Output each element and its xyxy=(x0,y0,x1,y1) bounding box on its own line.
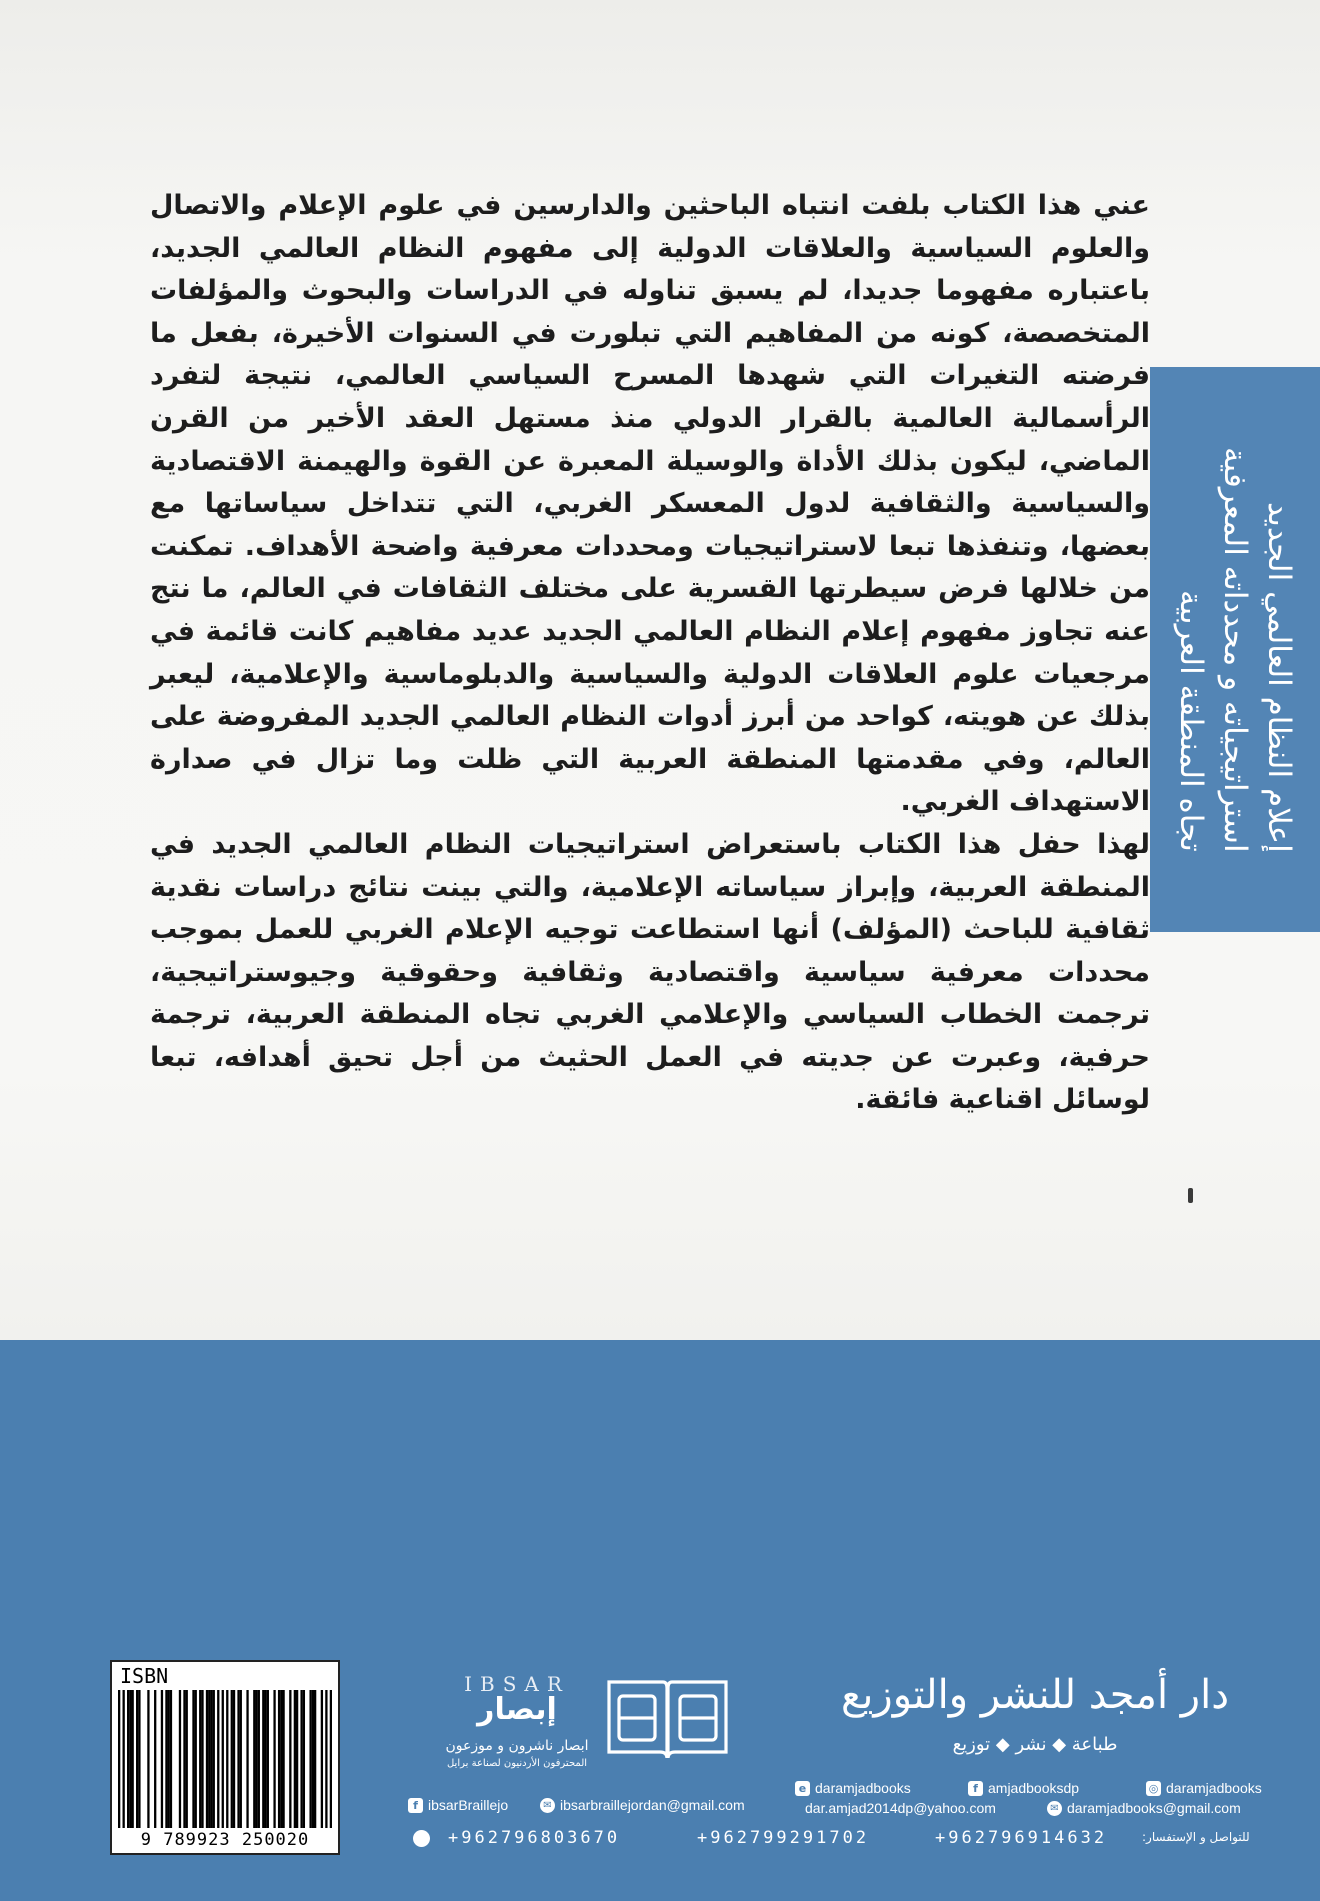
barcode-bar xyxy=(267,1690,269,1828)
barcode-bar xyxy=(129,1690,131,1828)
daramjad-facebook xyxy=(968,1780,1079,1796)
isbn-number: 9 789923 250020 xyxy=(140,1830,310,1850)
daramjad-instagram xyxy=(1146,1780,1262,1796)
publisher-tagline: طباعة ◆ نشر ◆ توزيع xyxy=(952,1734,1118,1755)
daramjad-email-gmail xyxy=(1047,1800,1241,1816)
barcode-bar xyxy=(206,1690,208,1828)
barcode-bar xyxy=(192,1690,194,1828)
ibsar-arabic-name: إبصار xyxy=(477,1692,557,1727)
daramjad-telegram xyxy=(795,1780,911,1796)
title-line-2: استراتيجياته و محدداته المعرفية xyxy=(1217,446,1253,853)
barcode-bar xyxy=(278,1690,280,1828)
barcode-bar xyxy=(325,1690,327,1828)
barcode-bar xyxy=(136,1690,138,1828)
barcode-bar xyxy=(296,1690,298,1828)
daramjad-phone-2: +962796914632 xyxy=(935,1828,1108,1848)
barcode-bar xyxy=(253,1690,255,1828)
title-line-1: إعلام النظام العالمي الجديد xyxy=(1261,501,1297,853)
barcode-bar xyxy=(213,1690,215,1828)
book-description xyxy=(150,185,1150,1122)
barcode-bar xyxy=(161,1690,163,1828)
print-mark xyxy=(1188,1188,1193,1203)
description-paragraph-2: لهذا حفل هذا الكتاب باستعراض استراتيجيات النظام العالمي الجديد في المنطقة العربية، وإبراز سياساته الإعلامية، والتي بينت نتائج دراسات نقدية ثقافية للباحث (المؤلف) أنها استطاعت توجيه الإعلام الغربي للعمل بموجب محددات معرفية سياسية واقتصادية وثقافية وحقوقية وجيوستراتيجية، ترجمت الخطاب السياسي والإعلامي الغربي تجاه المنطقة العربية، ترجمة حرفية، وعبرت عن جديته في العمل الحثيث من أجل تحيق أهدافه، تبعا لوسائل اقناعية فائقة. xyxy=(150,828,1150,1116)
barcode-bar xyxy=(280,1690,282,1828)
barcode-bar xyxy=(330,1690,332,1828)
barcode-bar xyxy=(282,1690,284,1828)
barcode-bar xyxy=(314,1690,316,1828)
barcode-bar xyxy=(170,1690,172,1828)
barcode-bar xyxy=(289,1690,291,1828)
daramjad-instagram-handle: daramjadbooks xyxy=(1166,1780,1262,1796)
instagram-icon: ◎ xyxy=(1146,1781,1161,1796)
barcode-bar xyxy=(165,1690,167,1828)
barcode-bar xyxy=(118,1690,120,1828)
title-line-3: تجاه المنطقة العربية xyxy=(1173,590,1209,853)
book-title xyxy=(1169,447,1301,853)
barcode-bar xyxy=(195,1690,197,1828)
contact-label: للتواصل و الإستفسار: xyxy=(1142,1830,1250,1844)
ibsar-facebook xyxy=(408,1797,508,1813)
daramjad-logo xyxy=(790,1672,1280,1772)
barcode-bar xyxy=(201,1690,203,1828)
barcode-bar xyxy=(138,1690,140,1828)
barcode-bar xyxy=(294,1690,296,1828)
email-icon: ✉ xyxy=(540,1798,555,1813)
ibsar-logo xyxy=(432,1672,602,1772)
daramjad-gmail-address: daramjadbooks@gmail.com xyxy=(1067,1800,1241,1816)
barcode-bar xyxy=(154,1690,156,1828)
open-book-icon xyxy=(605,1672,730,1764)
daramjad-facebook-handle: amjadbooksdp xyxy=(988,1780,1080,1796)
facebook-icon: f xyxy=(968,1781,983,1796)
ibsar-latin-name: IBSAR xyxy=(464,1672,570,1696)
barcode-bar xyxy=(199,1690,201,1828)
daramjad-phone-1: +962799291702 xyxy=(697,1828,870,1848)
facebook-icon: f xyxy=(408,1798,423,1813)
barcode-bar xyxy=(222,1690,224,1828)
barcode-bar xyxy=(303,1690,305,1828)
barcode-bar xyxy=(231,1690,233,1828)
barcode-bar xyxy=(183,1690,185,1828)
barcode-bar xyxy=(147,1690,149,1828)
ibsar-subtitle: المحترفون الأردنيون لصناعة برايل xyxy=(446,1758,588,1769)
barcode-bar xyxy=(226,1690,228,1828)
barcode-bar xyxy=(273,1690,275,1828)
publisher-name: دار أمجد للنشر والتوزيع xyxy=(840,1672,1230,1718)
ibsar-email xyxy=(540,1797,745,1813)
barcode-bar xyxy=(300,1690,302,1828)
title-banner xyxy=(1150,367,1320,932)
barcode-bar xyxy=(258,1690,260,1828)
description-paragraph-1: عني هذا الكتاب بلفت انتباه الباحثين والدارسين في علوم الإعلام والاتصال والعلوم السياسية والعلاقات الدولية إلى مفهوم النظام العالمي الجديد، باعتباره مفهوما جديدا، لم يسبق تناوله في الدراسات والبحوث والمؤلفات المتخصصة، كونه من المفاهيم التي تبلورت في السنوات الأخيرة، بفعل ما فرضته التغيرات التي شهدها المسرح السياسي العالمي، نتيجة لتفرد الرأسمالية العالمية بالقرار الدولي منذ مستهل العقد الأخير من القرن الماضي، ليكون بذلك الأداة والوسيلة المعبرة عن القوة والهيمنة الاقتصادية والسياسية والثقافية لدول المعسكر الغربي، التي تتداخل سياساتها مع بعضها، وتنفذها تبعا لاستراتيجيات ومحددات معرفية واضحة الأهداف. تمكنت من خلالها فرض سيطرتها القسرية على مختلف الثقافات في العالم، ما نتج عنه تجاوز مفهوم إعلام النظام العالمي الجديد عديد مفاهيم كانت قائمة في مرجعيات علوم العلاقات الدولية والسياسية والدبلوماسية والإعلامية، ليعبر بذلك عن هويته، كواحد من أبرز أدوات النظام العالمي الجديد المفروضة على العالم، وفي مقدمتها المنطقة العربية التي ظلت وما تزال في صدارة الاستهداف الغربي. xyxy=(150,190,1150,818)
ibsar-facebook-handle: ibsarBraillejo xyxy=(428,1797,509,1813)
email-icon: ✉ xyxy=(1047,1801,1062,1816)
barcode-bar xyxy=(321,1690,323,1828)
barcode-bar xyxy=(240,1690,242,1828)
telegram-icon: e xyxy=(795,1781,810,1796)
barcode-bar xyxy=(210,1690,212,1828)
barcode-bar xyxy=(255,1690,257,1828)
whatsapp-icon xyxy=(413,1830,430,1847)
barcode-bar xyxy=(262,1690,264,1828)
barcode-bar xyxy=(217,1690,219,1828)
barcode-bar xyxy=(237,1690,239,1828)
daramjad-email-yahoo xyxy=(805,1800,996,1816)
barcode-bar xyxy=(179,1690,181,1828)
barcode-bar xyxy=(309,1690,311,1828)
barcode-bar xyxy=(132,1690,134,1828)
daramjad-yahoo-address: dar.amjad2014dp@yahoo.com xyxy=(805,1800,996,1816)
barcode-bar xyxy=(208,1690,210,1828)
barcode-bar xyxy=(264,1690,266,1828)
barcode-bar xyxy=(233,1690,235,1828)
ibsar-tagline: ابصار ناشرون و موزعون xyxy=(445,1738,589,1754)
isbn-label: ISBN xyxy=(120,1664,169,1688)
ibsar-phone: +962796803670 xyxy=(448,1828,621,1848)
barcode-bar xyxy=(127,1690,129,1828)
barcode-bar xyxy=(168,1690,170,1828)
ibsar-email-address: ibsarbraillejordan@gmail.com xyxy=(560,1797,745,1813)
barcode-bar xyxy=(246,1690,248,1828)
barcode-bars xyxy=(118,1690,332,1828)
barcode-bar xyxy=(123,1690,125,1828)
barcode-bar xyxy=(186,1690,188,1828)
barcode-bar xyxy=(312,1690,314,1828)
daramjad-telegram-handle: daramjadbooks xyxy=(815,1780,911,1796)
barcode xyxy=(110,1660,340,1855)
